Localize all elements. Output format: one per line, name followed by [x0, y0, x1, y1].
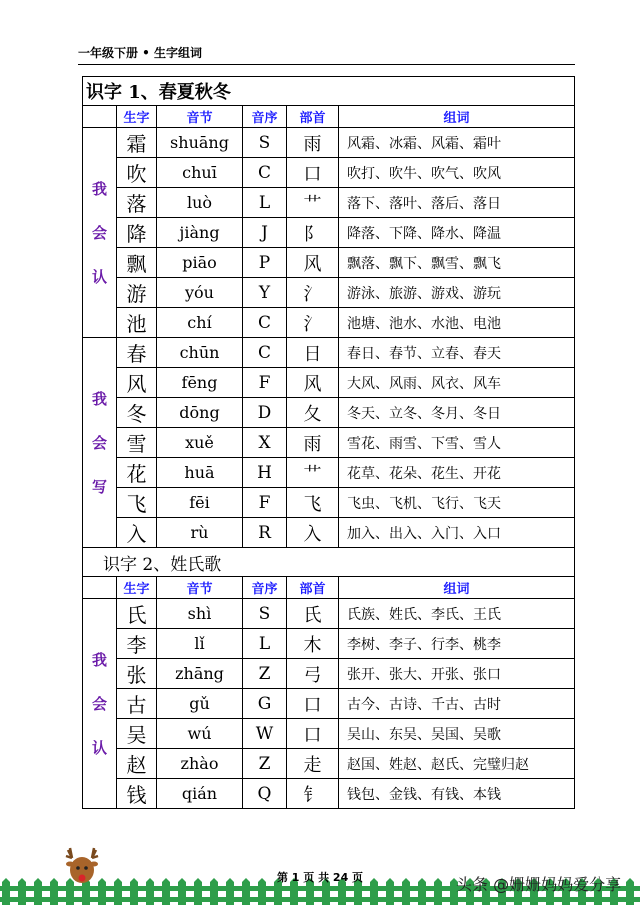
cell-char: 钱 — [117, 779, 157, 809]
cell-radical: 钅 — [287, 779, 339, 809]
cell-words: 大风、风雨、风衣、风车 — [339, 368, 575, 398]
cell-words: 李树、李子、行李、桃李 — [339, 629, 575, 659]
category-char: 认 — [91, 738, 107, 757]
cell-radical: 艹 — [287, 188, 339, 218]
header-char: 生字 — [117, 106, 157, 128]
cell-words: 风霜、冰霜、风霜、霜叶 — [339, 128, 575, 158]
cell-order: F — [243, 368, 287, 398]
cell-words: 落下、落叶、落后、落日 — [339, 188, 575, 218]
cell-radical: 口 — [287, 719, 339, 749]
category-label — [83, 599, 117, 809]
table-row — [83, 518, 575, 548]
cell-radical: 氵 — [287, 308, 339, 338]
page-number: 第 1 页 共 24 页 — [276, 871, 364, 884]
table-row — [83, 338, 575, 368]
cell-radical: 弓 — [287, 659, 339, 689]
cell-pinyin: lǐ — [157, 629, 243, 659]
cell-radical: 夂 — [287, 398, 339, 428]
cell-radical: 阝 — [287, 218, 339, 248]
header-rule — [78, 64, 575, 65]
cell-order: R — [243, 518, 287, 548]
cell-pinyin: huā — [157, 458, 243, 488]
vocabulary-table — [82, 76, 575, 809]
cell-radical: 雨 — [287, 128, 339, 158]
cell-char: 花 — [117, 458, 157, 488]
cell-radical: 木 — [287, 629, 339, 659]
header-pinyin: 音节 — [157, 106, 243, 128]
cell-order: L — [243, 188, 287, 218]
column-header-row — [83, 106, 575, 128]
cell-char: 吴 — [117, 719, 157, 749]
table-row — [83, 368, 575, 398]
table-row — [83, 158, 575, 188]
cell-words: 冬天、立冬、冬月、冬日 — [339, 398, 575, 428]
cell-pinyin: wú — [157, 719, 243, 749]
cell-radical: 走 — [287, 749, 339, 779]
cell-char: 游 — [117, 278, 157, 308]
page-header: 一年级下册 • 生字组词 — [78, 46, 203, 60]
table-row — [83, 749, 575, 779]
cell-radical: 风 — [287, 368, 339, 398]
cell-radical: 飞 — [287, 488, 339, 518]
cell-order: Y — [243, 278, 287, 308]
category-char: 认 — [91, 267, 107, 286]
cell-words: 游泳、旅游、游戏、游玩 — [339, 278, 575, 308]
header-words: 组词 — [339, 106, 575, 128]
cell-char: 降 — [117, 218, 157, 248]
cell-order: S — [243, 128, 287, 158]
cell-radical: 入 — [287, 518, 339, 548]
table-row — [83, 719, 575, 749]
cell-words: 飘落、飘下、飘雪、飘飞 — [339, 248, 575, 278]
cell-words: 雪花、雨雪、下雪、雪人 — [339, 428, 575, 458]
header-words: 组词 — [339, 577, 575, 599]
cell-words: 花草、花朵、花生、开花 — [339, 458, 575, 488]
table-row — [83, 659, 575, 689]
cell-radical: 风 — [287, 248, 339, 278]
cell-words: 池塘、池水、水池、电池 — [339, 308, 575, 338]
table-row — [83, 458, 575, 488]
cell-char: 张 — [117, 659, 157, 689]
cell-pinyin: jiàng — [157, 218, 243, 248]
cell-radical: 雨 — [287, 428, 339, 458]
table-row — [83, 188, 575, 218]
cell-char: 古 — [117, 689, 157, 719]
category-label — [83, 128, 117, 338]
section-title-row — [83, 77, 575, 106]
header-order: 音序 — [243, 577, 287, 599]
cell-pinyin: shuāng — [157, 128, 243, 158]
cell-words: 加入、出入、入门、入口 — [339, 518, 575, 548]
cell-words: 张开、张大、开张、张口 — [339, 659, 575, 689]
cell-order: Z — [243, 749, 287, 779]
cell-pinyin: zhào — [157, 749, 243, 779]
cell-words: 钱包、金钱、有钱、本钱 — [339, 779, 575, 809]
cell-pinyin: shì — [157, 599, 243, 629]
cell-char: 吹 — [117, 158, 157, 188]
cell-order: H — [243, 458, 287, 488]
table-row — [83, 428, 575, 458]
category-char: 我 — [91, 389, 107, 408]
cell-order: G — [243, 689, 287, 719]
category-char: 我 — [91, 650, 107, 669]
category-char: 写 — [91, 477, 107, 496]
cell-order: Z — [243, 659, 287, 689]
cell-char: 落 — [117, 188, 157, 218]
header-spacer — [83, 577, 117, 599]
cell-words: 春日、春节、立春、春天 — [339, 338, 575, 368]
cell-pinyin: zhāng — [157, 659, 243, 689]
cell-char: 氏 — [117, 599, 157, 629]
cell-char: 池 — [117, 308, 157, 338]
cell-pinyin: yóu — [157, 278, 243, 308]
cell-char: 赵 — [117, 749, 157, 779]
cell-pinyin: gǔ — [157, 689, 243, 719]
cell-pinyin: dōng — [157, 398, 243, 428]
cell-radical: 口 — [287, 689, 339, 719]
cell-radical: 口 — [287, 158, 339, 188]
cell-pinyin: xuě — [157, 428, 243, 458]
cell-pinyin: fēng — [157, 368, 243, 398]
cell-words: 古今、古诗、千古、古时 — [339, 689, 575, 719]
category-char: 会 — [91, 433, 107, 452]
table-row — [83, 218, 575, 248]
cell-order: Q — [243, 779, 287, 809]
table-row — [83, 629, 575, 659]
cell-words: 氏族、姓氏、李氏、王氏 — [339, 599, 575, 629]
table-row — [83, 779, 575, 809]
cell-char: 风 — [117, 368, 157, 398]
cell-order: C — [243, 158, 287, 188]
cell-pinyin: chí — [157, 308, 243, 338]
table-row — [83, 689, 575, 719]
table-row — [83, 248, 575, 278]
cell-order: P — [243, 248, 287, 278]
table-row — [83, 128, 575, 158]
cell-pinyin: fēi — [157, 488, 243, 518]
watermark: 头条 @姗姗妈妈爱分享 — [456, 875, 622, 894]
cell-char: 春 — [117, 338, 157, 368]
cell-pinyin: luò — [157, 188, 243, 218]
header-radical: 部首 — [287, 106, 339, 128]
category-char: 我 — [91, 179, 107, 198]
cell-order: S — [243, 599, 287, 629]
cell-pinyin: chuī — [157, 158, 243, 188]
cell-radical: 艹 — [287, 458, 339, 488]
category-label — [83, 338, 117, 548]
category-char: 会 — [91, 223, 107, 242]
cell-pinyin: qián — [157, 779, 243, 809]
cell-order: D — [243, 398, 287, 428]
header-order: 音序 — [243, 106, 287, 128]
cell-words: 吴山、东吴、吴国、吴歌 — [339, 719, 575, 749]
cell-radical: 日 — [287, 338, 339, 368]
cell-order: X — [243, 428, 287, 458]
section-title: 识字 1、春夏秋冬 — [83, 77, 575, 106]
cell-char: 冬 — [117, 398, 157, 428]
header-radical: 部首 — [287, 577, 339, 599]
cell-char: 入 — [117, 518, 157, 548]
table-row — [83, 308, 575, 338]
cell-char: 飞 — [117, 488, 157, 518]
header-pinyin: 音节 — [157, 577, 243, 599]
cell-char: 雪 — [117, 428, 157, 458]
header-spacer — [83, 106, 117, 128]
table-row — [83, 599, 575, 629]
cell-radical: 氏 — [287, 599, 339, 629]
table-row — [83, 398, 575, 428]
cell-words: 飞虫、飞机、飞行、飞天 — [339, 488, 575, 518]
cell-order: J — [243, 218, 287, 248]
cell-pinyin: chūn — [157, 338, 243, 368]
table-row — [83, 278, 575, 308]
cell-words: 降落、下降、降水、降温 — [339, 218, 575, 248]
cell-words: 吹打、吹牛、吹气、吹风 — [339, 158, 575, 188]
cell-order: L — [243, 629, 287, 659]
section-title-row — [83, 548, 575, 577]
cell-order: C — [243, 308, 287, 338]
cell-char: 李 — [117, 629, 157, 659]
section-title: 识字 2、姓氏歌 — [83, 548, 575, 577]
cell-pinyin: piāo — [157, 248, 243, 278]
cell-words: 赵国、姓赵、赵氏、完璧归赵 — [339, 749, 575, 779]
header-char: 生字 — [117, 577, 157, 599]
cell-order: C — [243, 338, 287, 368]
cell-pinyin: rù — [157, 518, 243, 548]
cell-radical: 氵 — [287, 278, 339, 308]
cell-order: W — [243, 719, 287, 749]
table-row — [83, 488, 575, 518]
cell-char: 霜 — [117, 128, 157, 158]
cell-char: 飘 — [117, 248, 157, 278]
cell-order: F — [243, 488, 287, 518]
category-char: 会 — [91, 694, 107, 713]
column-header-row — [83, 577, 575, 599]
